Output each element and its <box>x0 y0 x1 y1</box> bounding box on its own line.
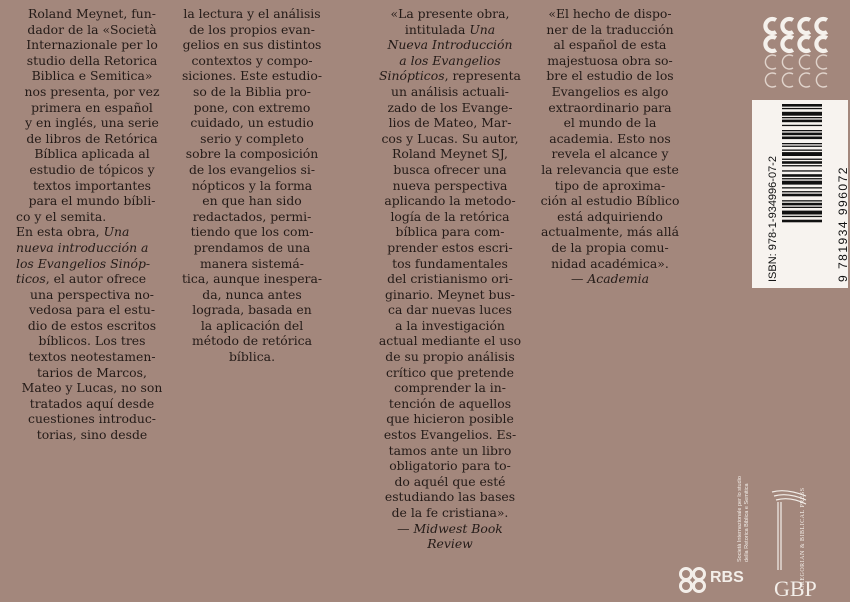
text-line: majestuosa obra so- <box>547 52 673 68</box>
text-line: tamos ante un libro <box>388 442 512 458</box>
text-line: Internazionale per lo <box>26 37 158 53</box>
barcode-bar <box>782 174 822 177</box>
text-line: nópticos y la forma <box>191 177 313 193</box>
text-line: primera en español <box>31 99 153 115</box>
text-line: en que han sido <box>202 193 302 209</box>
review-source-italic: Review <box>427 536 473 552</box>
text-line: siciones. Este estudio- <box>181 68 323 84</box>
text-line <box>16 271 168 287</box>
text-line <box>376 53 524 69</box>
text-line: y en inglés, una serie <box>25 115 159 131</box>
barcode-bar <box>782 178 822 179</box>
text-line: nos presenta, por vez <box>24 83 160 99</box>
text-line: estos Evangelios. Es- <box>383 427 517 443</box>
text-line: lograda, basada en <box>192 302 312 318</box>
text-line: co y el semita. <box>16 208 107 224</box>
isbn-label: ISBN: 978-1-934996-07-2 <box>767 156 779 282</box>
rbs-subtitle <box>737 476 751 562</box>
text-run: , el autor ofrece <box>45 271 147 287</box>
text-line: del cristianismo ori- <box>387 271 513 287</box>
text-line: tica, aunque inespera- <box>181 271 323 287</box>
text-line <box>376 22 524 38</box>
text-line: «La presente obra, <box>390 6 510 21</box>
barcode-bar <box>782 170 822 171</box>
text-line: Bíblica aplicada al <box>34 146 150 162</box>
barcode-icon <box>782 104 822 280</box>
text-line: tarios de Marcos, <box>37 364 147 380</box>
text-line: «El hecho de dispo- <box>548 6 672 21</box>
text-line: zado de los Evange- <box>387 99 513 115</box>
barcode-bar <box>782 194 822 197</box>
text-line <box>16 240 168 256</box>
text-line: nidad académica». <box>551 255 669 271</box>
text-line: de la propia comu- <box>551 239 669 255</box>
rbs-logo-icon <box>678 566 708 594</box>
text-line: ner de la traducción <box>546 21 674 37</box>
text-line: ción al estudio Bíblico <box>540 193 680 209</box>
text-line: ginario. Meynet bus- <box>385 286 515 302</box>
text-line: sobre la composición <box>185 146 319 162</box>
gbp-initials: GBP <box>774 576 817 601</box>
text-line: serio y completo <box>200 130 304 146</box>
text-line: gelios en sus distintos <box>182 37 322 53</box>
text-line: Roland Meynet SJ, <box>392 146 508 162</box>
barcode-bar <box>782 159 822 160</box>
publisher-c-logo-icon <box>762 14 834 90</box>
text-line: estudiando las bases <box>384 489 516 505</box>
text-line <box>16 224 168 240</box>
text-line: de libros de Retórica <box>26 130 158 146</box>
barcode-bar <box>782 203 822 206</box>
text-line: tipo de aproxima- <box>554 177 666 193</box>
book-title-italic: Una <box>103 224 130 240</box>
text-line: está adquiriendo <box>557 208 663 224</box>
text-line: nueva perspectiva <box>392 177 508 193</box>
text-run: , representa <box>444 68 521 84</box>
text-line: textos importantes <box>32 177 152 193</box>
text-line: la relevancia que este <box>541 161 679 177</box>
barcode-bar <box>782 161 822 164</box>
text-line: contextos y compo- <box>191 52 313 68</box>
text-line: actualmente, más allá <box>540 224 680 240</box>
book-title-italic: los Evangelios Sinóp- <box>16 255 151 271</box>
text-line: academia. Esto nos <box>549 130 671 146</box>
barcode-bar <box>782 117 822 118</box>
text-line: cuidado, un estudio <box>190 115 314 131</box>
text-line: ca dar nuevas luces <box>388 302 512 318</box>
text-line: da, nunca antes <box>202 286 302 302</box>
text-line: tos fundamentales <box>392 255 508 271</box>
text-line: Biblica e Semitica» <box>31 68 153 84</box>
text-line: método de retórica <box>192 333 312 349</box>
barcode-bar <box>782 125 822 126</box>
text-line: prendamos de una <box>193 239 311 255</box>
text-line: de los evangelios si- <box>188 161 316 177</box>
text-line: Roland Meynet, fun- <box>28 6 156 21</box>
text-line: Evangelios es algo <box>551 83 669 99</box>
text-line: dio de estos escritos <box>27 317 157 333</box>
book-title-italic: nueva introducción a <box>16 239 149 255</box>
text-line: para el mundo bíbli- <box>28 193 156 209</box>
barcode-bar <box>782 200 822 201</box>
text-line: dador de la «Società <box>27 21 157 37</box>
book-title-italic: Una <box>469 21 496 37</box>
text-line: studio della Retorica <box>26 52 158 68</box>
text-line: actual mediante el uso <box>378 333 522 349</box>
book-title-italic: a los Evangelios <box>399 52 501 68</box>
text-line: busca ofrecer una <box>393 161 507 177</box>
barcode-digits: 9 781934 996072 <box>836 166 850 282</box>
text-line: torias, sino desde <box>36 427 148 443</box>
text-line: comprender la in- <box>394 380 506 396</box>
text-line: la aplicación del <box>200 317 304 333</box>
text-line: Mateo y Lucas, no son <box>21 380 163 396</box>
barcode-bar <box>782 108 822 109</box>
review-source-italic: — Academia <box>571 271 649 287</box>
rbs-subtitle-line: Società Internazionale per lo studio <box>737 476 743 562</box>
rbs-label: RBS <box>710 569 744 586</box>
column-2-text <box>176 6 328 365</box>
barcode-bar <box>782 112 822 116</box>
text-line: so de la Biblia pro- <box>192 83 311 99</box>
text-line <box>16 256 168 272</box>
barcode-bar <box>782 104 822 107</box>
text-line: un análisis actuali- <box>391 83 509 99</box>
column-3-review <box>376 6 524 552</box>
barcode-bar <box>782 130 822 131</box>
text-line: manera sistemá- <box>199 255 304 271</box>
barcode-bar <box>782 187 822 188</box>
review-source <box>376 521 524 537</box>
text-line: logía de la retórica <box>390 208 510 224</box>
book-title-italic: ticos <box>16 271 46 287</box>
text-line: crítico que pretende <box>385 364 515 380</box>
barcode-bar <box>782 165 822 166</box>
text-line: tención de aquellos <box>388 395 512 411</box>
text-line: bíblicos. Los tres <box>38 333 146 349</box>
rbs-subtitle-line: della Retorica Biblica e Semitica <box>744 483 750 562</box>
text-line <box>376 68 524 84</box>
column-1-text <box>16 6 168 443</box>
text-line: extraordinario para <box>548 99 672 115</box>
text-line: obligatorio para to- <box>389 458 511 474</box>
text-line <box>376 37 524 53</box>
text-line: de su propio análisis <box>385 349 515 365</box>
barcode-bar <box>782 120 822 123</box>
barcode-bar <box>782 152 822 156</box>
text-line: pone, con extremo <box>193 99 311 115</box>
barcode-bar <box>782 150 822 151</box>
review-source <box>534 271 686 287</box>
text-line: redactados, permi- <box>192 208 312 224</box>
text-line: a la investigación <box>395 317 505 333</box>
text-line: que hicieron posible <box>386 411 514 427</box>
barcode-bar <box>782 211 822 215</box>
text-line: cos y Lucas. Su autor, <box>381 130 519 146</box>
text-line: vedosa para el estu- <box>28 302 156 318</box>
text-line: textos neotestamen- <box>28 349 156 365</box>
book-title-italic: Sinópticos <box>379 68 445 84</box>
review-source <box>376 536 524 552</box>
text-line: al español de esta <box>553 37 667 53</box>
text-line: prender estos escri- <box>387 239 513 255</box>
text-line: cuestiones introduc- <box>28 411 156 427</box>
book-title-italic: Nueva Introducción <box>387 37 513 53</box>
barcode-bar <box>782 137 822 140</box>
text-line: una perspectiva no- <box>30 286 154 302</box>
barcode-bar <box>782 220 822 223</box>
text-line: tratados aquí desde <box>29 395 155 411</box>
text-line: el mundo de la <box>563 115 657 131</box>
column-4-review <box>534 6 686 287</box>
text-run: En esta obra, <box>16 224 100 240</box>
barcode-bar <box>782 146 822 147</box>
review-source-italic: — Midwest Book <box>397 520 503 536</box>
text-line: bíblica. <box>228 349 276 365</box>
barcode-bar <box>782 133 822 136</box>
gbp-name: GREGORIAN & BIBLICAL PRESS <box>800 487 806 590</box>
text-line: aplicando la metodo- <box>384 193 516 209</box>
barcode-bar <box>782 216 822 217</box>
barcode-bar <box>782 143 822 144</box>
text-line: tiendo que los com- <box>190 224 314 240</box>
text-line: do aquél que esté <box>394 473 506 489</box>
barcode-bar <box>782 181 822 185</box>
text-line: bíblica para com- <box>395 224 505 240</box>
text-line: de los propios evan- <box>189 21 315 37</box>
text-run: intitulada <box>404 21 466 37</box>
text-line: de la fe cristiana». <box>391 505 509 520</box>
text-line: bre el estudio de los <box>546 68 674 84</box>
text-line: lios de Mateo, Mar- <box>388 115 512 131</box>
text-line: estudio de tópicos y <box>29 161 155 177</box>
barcode-bar <box>782 207 822 208</box>
barcode-bar <box>782 191 822 192</box>
text-line: la lectura y el análisis <box>183 6 321 21</box>
text-line: revela el alcance y <box>551 146 669 162</box>
